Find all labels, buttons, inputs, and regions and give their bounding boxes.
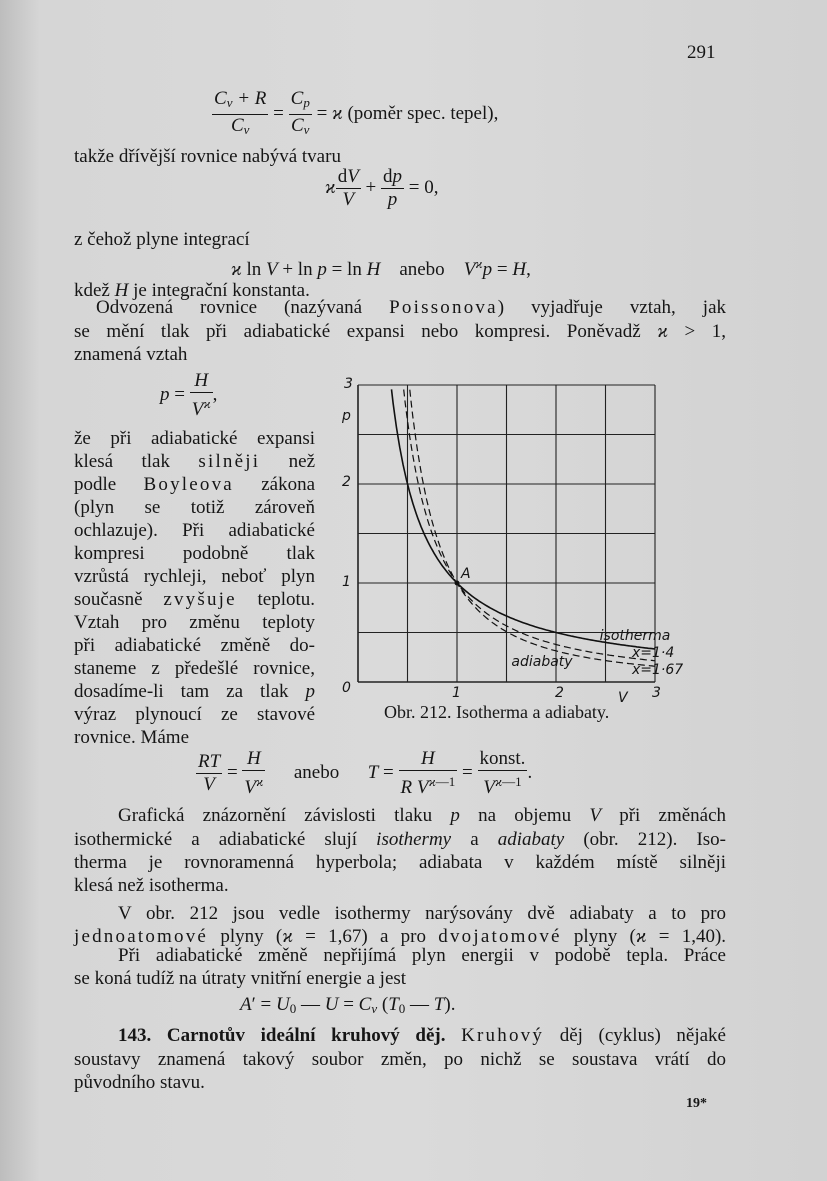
col-line5: ochlazuje). Při adiabatické bbox=[74, 520, 315, 541]
curve-isotherma bbox=[392, 389, 656, 649]
eq5-anebo: anebo bbox=[293, 761, 340, 783]
para2-line1: Grafická znázornění závislosti tlaku p na objemu V při změnách bbox=[118, 805, 727, 826]
page-number: 291 bbox=[687, 42, 716, 63]
section-143-line3: původního stavu. bbox=[74, 1072, 205, 1093]
col-line4: (plyn se totiž zároveň bbox=[74, 497, 315, 518]
label-kappa-14: x=1·4 bbox=[632, 645, 675, 661]
figure-caption: Obr. 212. Isotherma a adiabaty. bbox=[384, 702, 610, 722]
equation-differential: ϰ $\frac{dV}{V}$ + $\frac{dp}{p}$ = 0, bbox=[325, 166, 439, 210]
equation-log: ϰ ln V + ln p = ln H anebo $V^ϰp = H$, bbox=[231, 256, 531, 280]
equation-p: p = $\frac{H}{V^ϰ}$ , bbox=[160, 370, 218, 420]
para3-line1: V obr. 212 jsou vedle isothermy narýsovány dvě adiabaty a to pro bbox=[118, 903, 726, 924]
col-line10: při adiabatické změně do- bbox=[74, 635, 315, 656]
x-tick-2: 2 bbox=[555, 685, 564, 701]
col-line7: vzrůstá rychleji, neboť plyn bbox=[74, 566, 315, 587]
para4-line2: se koná tudíž na útraty vnitřní energie a jest bbox=[74, 968, 407, 989]
para3-line2: jednoatomové plyny (ϰ = 1,67) a pro dvojatomové plyny (ϰ = 1,40). bbox=[74, 926, 727, 947]
x-tick-1: 1 bbox=[452, 685, 461, 701]
x-axis-label: V bbox=[618, 690, 628, 706]
equation-kappa: $\frac{C_v + R}{C_v}$ = $\frac{C_p}{C_v}$ = ϰ (poměr spec. tepel), bbox=[212, 88, 498, 141]
figure-212 bbox=[330, 370, 684, 706]
curve-x-1-67 bbox=[410, 390, 655, 667]
eq3-anebo: anebo bbox=[399, 259, 445, 280]
col-line6: kompresi podobně tlak bbox=[74, 543, 315, 564]
y-tick-1: 1 bbox=[342, 574, 351, 590]
col-line1: že při adiabatické expansi bbox=[74, 428, 315, 449]
label-kappa-167: x=1·67 bbox=[632, 662, 684, 678]
col-line14: rovnice. Máme bbox=[74, 727, 190, 748]
label-isotherma: isotherma bbox=[599, 628, 671, 644]
para1-line1: Odvozená rovnice (nazývaná Poissonova) vyjadřuje vztah, jak bbox=[96, 297, 727, 318]
point-a bbox=[455, 581, 460, 586]
col-line9: Vztah pro změnu teploty bbox=[74, 612, 315, 633]
col-line8: současně zvyšuje teplotu. bbox=[74, 589, 316, 610]
equation-work: $A' = U_0$ — $U = C_v$ ($T_0$ — T). bbox=[240, 994, 456, 1016]
x-tick-3: 3 bbox=[652, 685, 661, 701]
y-axis-label: p bbox=[342, 408, 351, 424]
para2-line3: therma je rovnoramenná hyperbola; adiabata v každém místě silněji bbox=[74, 852, 726, 873]
eq5-konst: konst. bbox=[479, 748, 526, 769]
label-adiabaty: adiabaty bbox=[511, 654, 573, 670]
y-tick-0: 0 bbox=[342, 680, 351, 696]
section-143-line1: 143. Carnotův ideální kruhový děj. Kruhový děj (cyklus) nějaké bbox=[118, 1025, 726, 1046]
footer-signature: 19* bbox=[686, 1096, 707, 1111]
y-tick-3: 3 bbox=[344, 376, 353, 392]
col-line2: klesá tlak silněji než bbox=[74, 451, 316, 472]
eq1-note: (poměr spec. tepel), bbox=[347, 102, 499, 124]
para2-line4: klesá než isotherma. bbox=[74, 875, 229, 896]
curve-x-1-4 bbox=[404, 390, 655, 661]
line-kdez: kdež H je integrační konstanta. bbox=[74, 280, 310, 301]
equation-temperature: $\frac{RT}{V}$ = $\frac{H}{V^ϰ}$ anebo T = $\frac{H}{R V^{ϰ—1}}$ = $\frac{\text{konst.}}{V^{ϰ—1}}$ . bbox=[198, 748, 533, 798]
point-a-label: A bbox=[461, 566, 471, 582]
para4-line1: Při adiabatické změně nepřijímá plyn energii v podobě tepla. Práce bbox=[118, 945, 726, 966]
col-line12: dosadíme-li tam za tlak p bbox=[74, 681, 315, 702]
section-title: Carnotův ideální kruhový děj. bbox=[166, 1025, 446, 1046]
line-zcehoz: z čehož plyne integrací bbox=[74, 229, 250, 250]
y-tick-2: 2 bbox=[342, 474, 351, 490]
para2-line2: isothermické a adiabatické slují isothermy a adiabaty (obr. 212). Iso- bbox=[74, 829, 726, 850]
col-line11: staneme z předešlé rovnice, bbox=[74, 658, 315, 679]
line-takze: takže dřívější rovnice nabývá tvaru bbox=[74, 146, 341, 167]
col-line3: podle Boyleova zákona bbox=[74, 474, 316, 495]
section-number: 143. bbox=[118, 1025, 152, 1046]
col-line13: výraz plynoucí ze stavové bbox=[74, 704, 315, 725]
para1-line2: se mění tlak při adiabatické expansi nebo kompresi. Poněvadž ϰ > 1, bbox=[74, 321, 727, 342]
para1-line3: znamená vztah bbox=[74, 344, 188, 365]
section-143-line2: soustavy znamená takový soubor změn, po nichž se soustava vrátí do bbox=[74, 1049, 726, 1070]
